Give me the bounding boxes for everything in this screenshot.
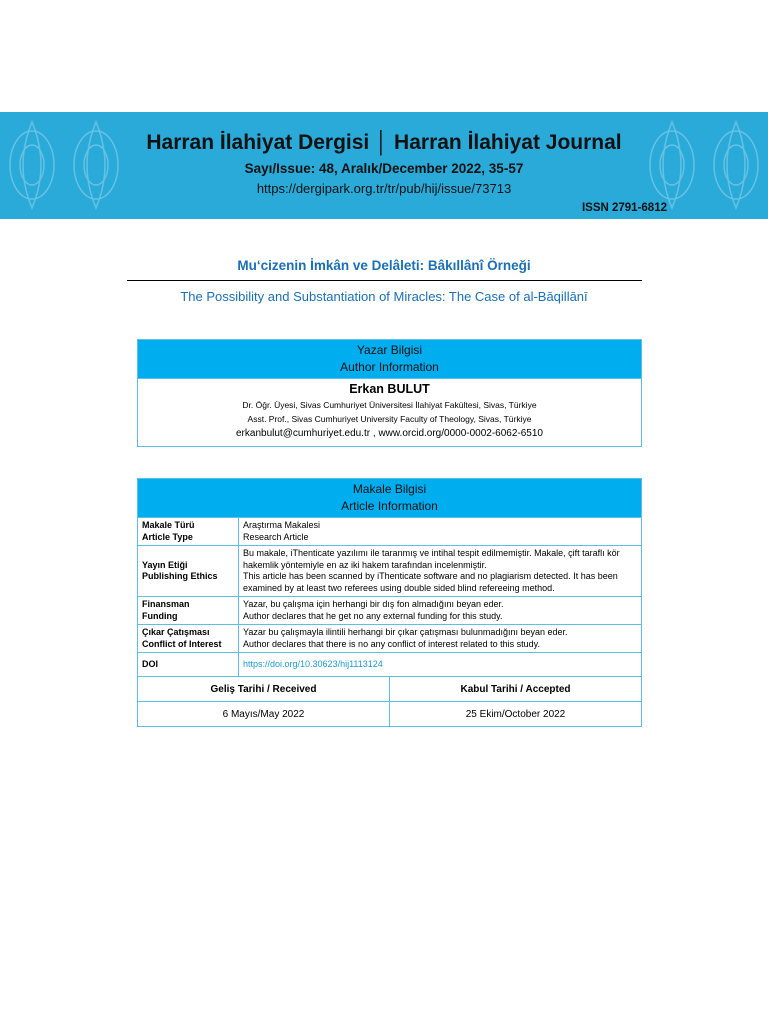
table-row: [138, 597, 641, 625]
journal-issue: Sayı/Issue: 48, Aralık/December 2022, 35-57: [244, 161, 524, 176]
accepted-date: 25 Ekim/October 2022: [390, 702, 642, 727]
value-tr: Yazar bu çalışmayla ilintili herhangi bir çıkar çatışması bulunmadığını beyan eder.: [243, 627, 568, 637]
value-tr: Yazar, bu çalışma için herhangi bir dış fon almadığını beyan eder.: [243, 599, 504, 609]
label-tr: Finansman: [142, 599, 190, 609]
row-value: [239, 625, 642, 653]
dates-table: [138, 676, 641, 726]
table-row: [138, 702, 641, 727]
label-tr: Yayın Etiği: [142, 559, 188, 570]
value-tr: Bu makale, iThenticate yazılımı ile taranmış ve intihal tespit edilmemiştir. Makale, çift taraflı kör hakemlik yöntemiyle en az iki hakem tarafından incelenmiştir.: [243, 548, 620, 570]
table-row: [138, 653, 641, 677]
author-contact[interactable]: erkanbulut@cumhuriyet.edu.tr , www.orcid.org/0000-0002-6062-6510: [236, 428, 543, 439]
author-affiliation-en: Asst. Prof., Sivas Cumhuriyet University Faculty of Theology, Sivas, Türkiye: [247, 414, 532, 424]
table-row: [138, 546, 641, 597]
journal-url[interactable]: https://dergipark.org.tr/tr/pub/hij/issue/73713: [256, 181, 512, 196]
row-value: [239, 546, 642, 597]
row-value: [239, 597, 642, 625]
row-value: [239, 518, 642, 546]
row-label: [138, 518, 239, 546]
table-row: [138, 677, 641, 702]
author-heading-tr: Yazar Bilgisi: [356, 343, 423, 357]
label-en: Publishing Ethics: [142, 571, 218, 581]
article-title-en: The Possibility and Substantiation of Miracles: The Case of al-Bāqillānī: [180, 289, 588, 304]
label-en: Funding: [142, 610, 178, 621]
received-date: 6 Mayıs/May 2022: [138, 702, 390, 727]
doi-link[interactable]: https://doi.org/10.30623/hij1113124: [239, 653, 642, 677]
journal-title: Harran İlahiyat Dergisi │ Harran İlahiyat Journal: [146, 131, 622, 154]
value-en: Research Article: [243, 531, 309, 542]
label-tr: Çıkar Çatışması: [142, 627, 210, 637]
row-label: [138, 625, 239, 653]
article-heading-tr: Makale Bilgisi: [352, 482, 427, 496]
author-affiliation-tr: Dr. Öğr. Üyesi, Sivas Cumhuriyet Üniversitesi İlahiyat Fakültesi, Sivas, Türkiye: [242, 400, 537, 410]
table-row: [138, 518, 641, 546]
doi-label: DOI: [138, 653, 239, 677]
received-label: Geliş Tarihi / Received: [138, 677, 390, 702]
author-heading-en: Author Information: [340, 360, 439, 374]
article-info-box: [137, 478, 642, 727]
value-en: This article has been scanned by iThenticate software and no plagiarism detected. It has been examined by at least two referees using double sided blind refereeing method.: [243, 571, 618, 593]
label-en: Article Type: [142, 531, 193, 542]
value-en: Author declares that he get no any external funding for this study.: [243, 610, 503, 621]
row-label: [138, 597, 239, 625]
table-row: [138, 625, 641, 653]
journal-issn: ISSN 2791-6812: [581, 202, 667, 214]
article-info-table: [138, 517, 641, 676]
label-en: Conflict of Interest: [142, 638, 222, 649]
author-details: [138, 378, 641, 446]
author-name: Erkan BULUT: [349, 382, 430, 396]
label-tr: Makale Türü: [142, 520, 195, 530]
article-title-tr: Mu‘cizenin İmkân ve Delâleti: Bâkıllânî Örneği: [237, 258, 531, 273]
row-label: [138, 546, 239, 597]
article-heading-en: Article Information: [341, 499, 438, 513]
author-info-box: [137, 339, 642, 447]
value-en: Author declares that there is no any conflict of interest related to this study.: [243, 638, 540, 649]
journal-banner: [0, 112, 768, 219]
author-info-header: [138, 340, 641, 378]
title-divider: [127, 280, 642, 281]
accepted-label: Kabul Tarihi / Accepted: [390, 677, 642, 702]
value-tr: Araştırma Makalesi: [243, 520, 321, 530]
article-info-header: [138, 479, 641, 517]
